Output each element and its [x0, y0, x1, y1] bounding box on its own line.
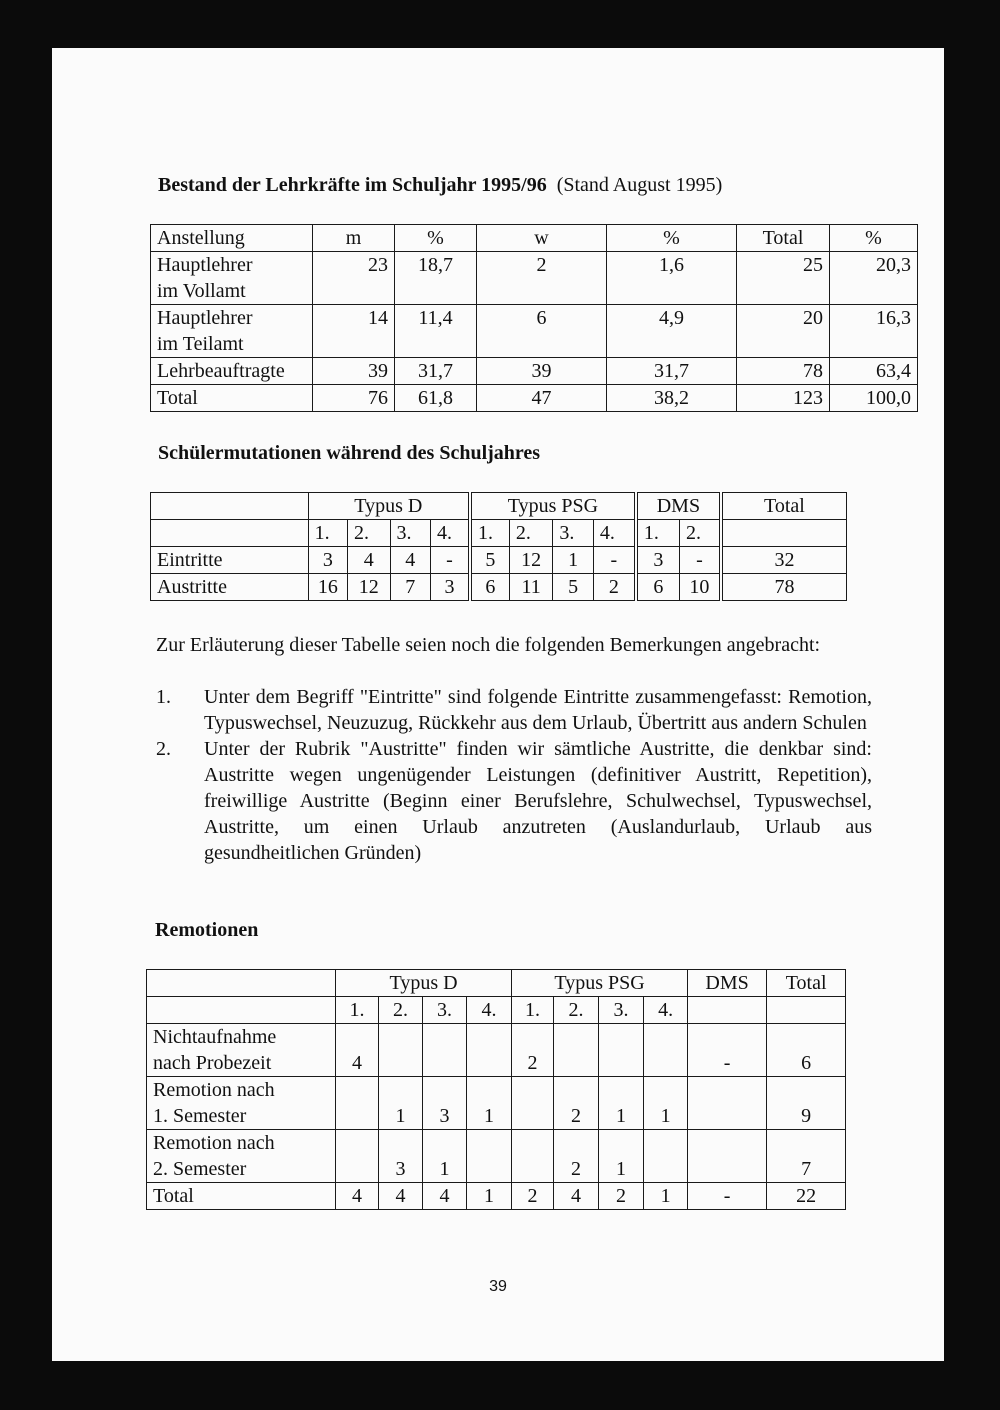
- empty-cell: [147, 997, 336, 1024]
- cell: [644, 1024, 688, 1077]
- sub-header-row: [147, 997, 846, 1024]
- cell: 6: [470, 574, 509, 601]
- group-typus-d: Typus D: [308, 493, 470, 520]
- cell: 4: [390, 547, 430, 574]
- cell: [644, 1130, 688, 1183]
- list-item: [156, 736, 872, 866]
- sub-header: 2.: [348, 520, 391, 547]
- table-row: [147, 1183, 846, 1210]
- cell: -: [430, 547, 469, 574]
- sub-header: 2.: [509, 520, 553, 547]
- cell: 3: [308, 547, 347, 574]
- cell: 1: [599, 1077, 644, 1130]
- cell: -: [679, 547, 720, 574]
- cell: 1: [423, 1130, 467, 1183]
- cell-w: 2: [477, 252, 607, 305]
- cell-total: 78: [737, 358, 830, 385]
- cell-total-pct: 63,4: [830, 358, 918, 385]
- remotions-heading: Remotionen: [155, 919, 259, 941]
- group-typus-psg: Typus PSG: [470, 493, 636, 520]
- sub-header: 4.: [593, 520, 636, 547]
- page-number: 39: [489, 1278, 507, 1295]
- group-typus-psg: Typus PSG: [512, 970, 688, 997]
- cell-w-pct: 38,2: [607, 385, 737, 412]
- empty-cell: [151, 493, 309, 520]
- row-label: Nichtaufnahme nach Probezeit: [147, 1024, 336, 1077]
- cell: 4: [336, 1024, 379, 1077]
- table-row: [147, 1130, 846, 1183]
- header-cell: %: [830, 225, 918, 252]
- cell: [467, 1130, 512, 1183]
- table-row: [147, 1077, 846, 1130]
- table-row: [147, 1024, 846, 1077]
- group-total: Total: [721, 493, 847, 520]
- table-row: [151, 547, 847, 574]
- cell: 1: [644, 1077, 688, 1130]
- sub-header: 2.: [554, 997, 599, 1024]
- empty-cell: [147, 970, 336, 997]
- cell: 1: [644, 1183, 688, 1210]
- cell-total-pct: 100,0: [830, 385, 918, 412]
- staff-table: [150, 224, 918, 412]
- cell: -: [593, 547, 636, 574]
- table-row: [151, 305, 918, 358]
- header-cell: Total: [737, 225, 830, 252]
- cell-dms: -: [688, 1024, 767, 1077]
- cell: [467, 1024, 512, 1077]
- cell-m-pct: 11,4: [395, 305, 477, 358]
- cell: [512, 1077, 554, 1130]
- list-item: [156, 684, 872, 736]
- cell: 4: [379, 1183, 423, 1210]
- table-header-row: [151, 225, 918, 252]
- cell-total-pct: 16,3: [830, 305, 918, 358]
- mutations-table: [150, 492, 847, 601]
- note-text: Unter der Rubrik "Austritte" finden wir sämtliche Austritte, die denkbar sind: Austritte wegen ungenügender Leistungen (definitiver Austritt, Repetition), freiwillige Austritte (Beginn einer Berufslehre, Schulwechsel, Typuswechsel, Austritte, um einen Urlaub anzutreten (Auslandurlaub, Urlaub aus gesundheitlichen Gründen): [204, 738, 872, 864]
- cell-m: 39: [313, 358, 395, 385]
- cell: 4: [423, 1183, 467, 1210]
- sub-header: 2.: [679, 520, 720, 547]
- sub-header-row: [151, 520, 847, 547]
- cell: 5: [553, 574, 593, 601]
- row-label: Hauptlehrer im Vollamt: [151, 252, 313, 305]
- header-cell: Anstellung: [151, 225, 313, 252]
- header-cell: m: [313, 225, 395, 252]
- sub-header: 3.: [553, 520, 593, 547]
- cell: 4: [554, 1183, 599, 1210]
- empty-cell: [151, 520, 309, 547]
- cell: 2: [554, 1077, 599, 1130]
- cell: 12: [509, 547, 553, 574]
- cell-total: 123: [737, 385, 830, 412]
- cell: [336, 1130, 379, 1183]
- cell: 2: [593, 574, 636, 601]
- cell-total: 25: [737, 252, 830, 305]
- cell-total: 78: [721, 574, 847, 601]
- cell: 6: [636, 574, 680, 601]
- group-dms: DMS: [688, 970, 767, 997]
- sub-header: 3.: [599, 997, 644, 1024]
- empty-cell: [767, 997, 846, 1024]
- cell-w-pct: 4,9: [607, 305, 737, 358]
- row-label: Total: [151, 385, 313, 412]
- cell: 4: [348, 547, 391, 574]
- cell-total: 6: [767, 1024, 846, 1077]
- group-typus-d: Typus D: [336, 970, 512, 997]
- sub-header: 1.: [308, 520, 347, 547]
- sub-header: 1.: [636, 520, 680, 547]
- group-header-row: [151, 493, 847, 520]
- sub-header: 4.: [644, 997, 688, 1024]
- cell-w: 47: [477, 385, 607, 412]
- cell: 4: [336, 1183, 379, 1210]
- notes-list: [156, 684, 872, 866]
- row-label: Total: [147, 1183, 336, 1210]
- cell-total: 7: [767, 1130, 846, 1183]
- cell-total: 32: [721, 547, 847, 574]
- cell-m-pct: 18,7: [395, 252, 477, 305]
- cell-m-pct: 61,8: [395, 385, 477, 412]
- cell-total: 22: [767, 1183, 846, 1210]
- cell-w-pct: 31,7: [607, 358, 737, 385]
- cell: 1: [467, 1183, 512, 1210]
- intro-paragraph: Zur Erläuterung dieser Tabelle seien noch die folgenden Bemerkungen angebracht:: [156, 634, 821, 656]
- row-label: Austritte: [151, 574, 309, 601]
- header-cell: %: [607, 225, 737, 252]
- sub-header: 1.: [470, 520, 509, 547]
- cell: 1: [467, 1077, 512, 1130]
- row-label: Remotion nach 1. Semester: [147, 1077, 336, 1130]
- cell-dms: -: [688, 1183, 767, 1210]
- sub-header: 1.: [512, 997, 554, 1024]
- cell-w-pct: 1,6: [607, 252, 737, 305]
- cell-w: 39: [477, 358, 607, 385]
- sub-header: 2.: [379, 997, 423, 1024]
- cell-m-pct: 31,7: [395, 358, 477, 385]
- cell: 3: [636, 547, 680, 574]
- cell: [379, 1024, 423, 1077]
- group-total: Total: [767, 970, 846, 997]
- cell: 2: [554, 1130, 599, 1183]
- cell: 12: [348, 574, 391, 601]
- cell-m: 23: [313, 252, 395, 305]
- sub-header: 4.: [467, 997, 512, 1024]
- cell: [599, 1024, 644, 1077]
- cell: 2: [512, 1183, 554, 1210]
- cell: 1: [553, 547, 593, 574]
- cell: 1: [599, 1130, 644, 1183]
- note-text: Unter dem Begriff "Eintritte" sind folgende Eintritte zusammengefasst: Remotion, Typuswechsel, Neuzuzug, Rückkehr aus dem Urlaub, Übertritt aus andern Schulen: [204, 686, 872, 734]
- row-label: Remotion nach 2. Semester: [147, 1130, 336, 1183]
- cell: 3: [379, 1130, 423, 1183]
- cell-w: 6: [477, 305, 607, 358]
- note-number: 2.: [156, 738, 171, 760]
- cell: 2: [512, 1024, 554, 1077]
- remotions-table: [146, 969, 846, 1210]
- note-number: 1.: [156, 686, 171, 708]
- sub-header: 3.: [390, 520, 430, 547]
- sub-header: 1.: [336, 997, 379, 1024]
- cell: [554, 1024, 599, 1077]
- group-header-row: [147, 970, 846, 997]
- row-label: Hauptlehrer im Teilamt: [151, 305, 313, 358]
- cell: [423, 1024, 467, 1077]
- cell: 5: [470, 547, 509, 574]
- document-page: [52, 48, 944, 1361]
- row-label: Lehrbeauftragte: [151, 358, 313, 385]
- sub-header: 4.: [430, 520, 469, 547]
- empty-cell: [721, 520, 847, 547]
- group-dms: DMS: [636, 493, 721, 520]
- cell: 3: [430, 574, 469, 601]
- table-row: [151, 574, 847, 601]
- cell: 10: [679, 574, 720, 601]
- row-label: Eintritte: [151, 547, 309, 574]
- cell-dms: [688, 1130, 767, 1183]
- sub-header: 3.: [423, 997, 467, 1024]
- cell: 7: [390, 574, 430, 601]
- cell-m: 14: [313, 305, 395, 358]
- cell: 16: [308, 574, 347, 601]
- mutations-heading: Schülermutationen während des Schuljahres: [158, 442, 541, 464]
- cell-total: 20: [737, 305, 830, 358]
- cell: 11: [509, 574, 553, 601]
- header-cell: %: [395, 225, 477, 252]
- empty-cell: [688, 997, 767, 1024]
- table-row: [151, 358, 918, 385]
- cell: 3: [423, 1077, 467, 1130]
- table-row: [151, 385, 918, 412]
- cell-total-pct: 20,3: [830, 252, 918, 305]
- staff-heading: Bestand der Lehrkräfte im Schuljahr 1995/96 (Stand August 1995): [158, 174, 723, 196]
- cell-m: 76: [313, 385, 395, 412]
- cell: 2: [599, 1183, 644, 1210]
- cell: 1: [379, 1077, 423, 1130]
- cell: [512, 1130, 554, 1183]
- cell: [336, 1077, 379, 1130]
- cell-total: 9: [767, 1077, 846, 1130]
- cell-dms: [688, 1077, 767, 1130]
- table-row: [151, 252, 918, 305]
- header-cell: w: [477, 225, 607, 252]
